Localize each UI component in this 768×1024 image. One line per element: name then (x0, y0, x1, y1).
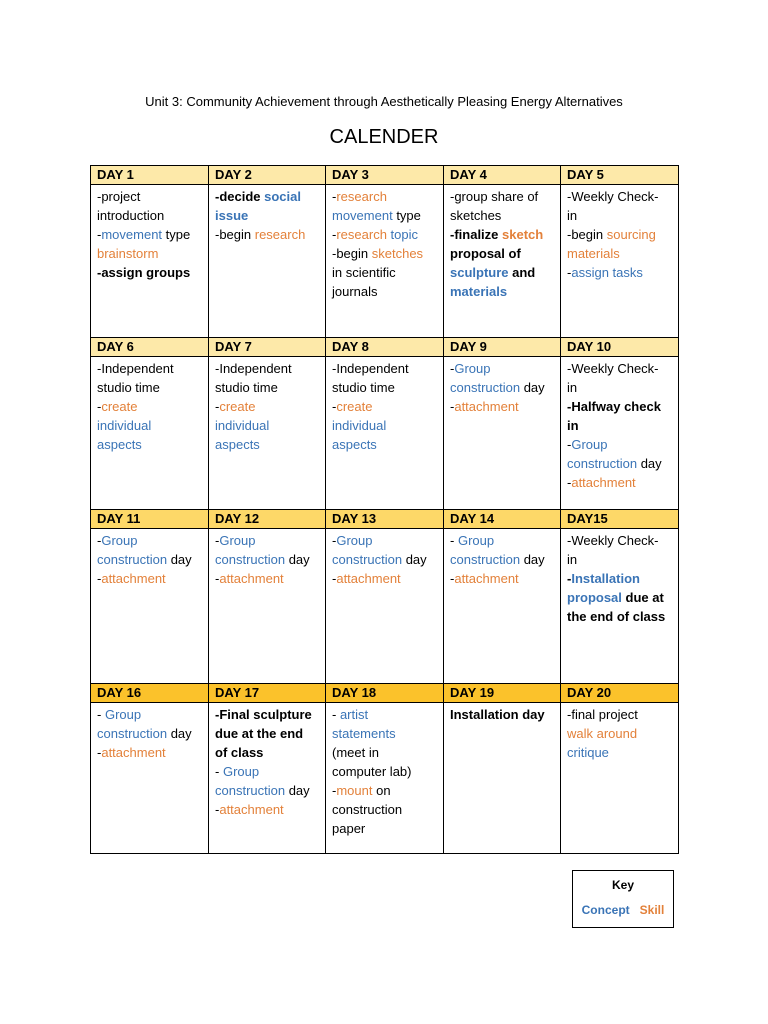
activity-text: - (450, 361, 455, 376)
activity-line (450, 397, 554, 416)
activity-text: - (97, 571, 102, 586)
skill-text: attachment (219, 802, 284, 817)
activity-text: - (567, 437, 572, 452)
concept-text: assign tasks (571, 265, 643, 280)
activity-line (215, 206, 319, 225)
activity-line (215, 762, 319, 781)
activity-line (332, 762, 437, 781)
day-label: DAY 14 (444, 510, 561, 529)
activity-text: paper (332, 821, 366, 836)
activity-line (332, 187, 437, 206)
activity-line (97, 244, 202, 263)
activity-text: Installation day (450, 707, 545, 722)
activity-line (215, 416, 319, 435)
activity-line (450, 705, 554, 724)
concept-text: topic (390, 227, 419, 242)
activity-line (332, 781, 437, 800)
activity-text: day (285, 552, 310, 567)
activity-text: -begin (567, 227, 607, 242)
activity-line (97, 206, 202, 225)
concept-text: movement (332, 208, 393, 223)
skill-text: research (336, 189, 387, 204)
activity-text: -Independent (332, 361, 409, 376)
concept-text: Group (336, 533, 373, 548)
page-title: CALENDER (329, 126, 439, 148)
activity-line (450, 263, 554, 282)
activity-line (450, 244, 554, 263)
concept-text: construction (567, 456, 638, 471)
activity-line (332, 282, 437, 301)
activity-line (332, 800, 437, 819)
concept-text: movement (101, 227, 163, 242)
activity-text: -Weekly Check- (567, 533, 659, 548)
activity-line (97, 531, 202, 550)
activity-line (567, 187, 672, 206)
skill-text: sourcing (606, 227, 656, 242)
activity-line (332, 724, 437, 743)
week-header-row (91, 510, 679, 529)
concept-text: individual (97, 418, 152, 433)
activity-text: studio time (332, 380, 395, 395)
concept-text: construction (97, 552, 168, 567)
activity-line (567, 550, 672, 569)
key-title: Key (611, 878, 634, 892)
activity-text: - (332, 783, 337, 798)
day-label: DAY 4 (444, 166, 561, 185)
activity-line (97, 705, 202, 724)
key-concept-label: Concept (581, 903, 630, 917)
unit-subtitle: Unit 3: Community Achievement through Aesthetically Pleasing Energy Alternatives (145, 94, 623, 109)
activity-line (215, 705, 319, 724)
day-activities (444, 357, 561, 510)
activity-text: - (450, 399, 455, 414)
activity-text: -Weekly Check- (567, 189, 659, 204)
day-label: DAY 2 (209, 166, 326, 185)
concept-text: construction (332, 552, 403, 567)
skill-text: research (336, 227, 387, 242)
activity-line (215, 378, 319, 397)
week-content-row (91, 703, 679, 854)
concept-text: aspects (332, 437, 377, 452)
activity-text: -begin (332, 246, 372, 261)
activity-text: - (97, 533, 102, 548)
week-header-row (91, 166, 679, 185)
activity-text: - (332, 189, 337, 204)
day-activities (209, 529, 326, 684)
activity-line (567, 569, 672, 588)
activity-line (332, 743, 437, 762)
concept-text: sculpture (450, 265, 509, 280)
activity-text: in (567, 418, 579, 433)
skill-text: attachment (219, 571, 284, 586)
activity-text: introduction (97, 208, 165, 223)
day-label: DAY 16 (91, 684, 209, 703)
activity-line (567, 263, 672, 282)
skill-text: attachment (336, 571, 401, 586)
day-label: DAY 9 (444, 338, 561, 357)
concept-text: Group (457, 533, 495, 548)
activity-line (332, 244, 437, 263)
day-label: DAY 1 (91, 166, 209, 185)
activity-line (567, 588, 672, 607)
activity-text: in scientific (332, 265, 396, 280)
skill-text: brainstorm (97, 246, 159, 261)
day-label: DAY 7 (209, 338, 326, 357)
day-label: DAY 17 (209, 684, 326, 703)
activity-line (567, 705, 672, 724)
activity-line (332, 225, 437, 244)
activity-line (215, 435, 319, 454)
skill-text: sketches (371, 246, 424, 261)
activity-line (332, 359, 437, 378)
activity-line (567, 416, 672, 435)
day-activities (209, 185, 326, 338)
activity-text: - (97, 227, 102, 242)
activity-line (567, 454, 672, 473)
concept-text: Group (222, 764, 260, 779)
concept-text: materials (450, 284, 508, 299)
activity-text: journals (332, 284, 378, 299)
activity-line (332, 378, 437, 397)
activity-line (97, 550, 202, 569)
skill-text: attachment (454, 571, 519, 586)
activity-text: in (567, 380, 578, 395)
day-label: DAY 10 (561, 338, 679, 357)
activity-line (97, 378, 202, 397)
activity-line (332, 416, 437, 435)
activity-line (215, 531, 319, 550)
concept-text: aspects (97, 437, 142, 452)
activity-line (332, 550, 437, 569)
activity-line (567, 378, 672, 397)
concept-text: construction (215, 552, 286, 567)
activity-text: - (97, 745, 102, 760)
activity-text: -Halfway check (567, 399, 661, 414)
activity-text: and (508, 265, 536, 280)
activity-text: of class (215, 745, 264, 760)
activity-text: - (450, 533, 458, 548)
activity-line (97, 435, 202, 454)
activity-line (97, 225, 202, 244)
activity-text: -decide (215, 189, 265, 204)
concept-text: proposal (567, 590, 622, 605)
skill-text: create (219, 399, 256, 414)
activity-text: - (97, 707, 105, 722)
skill-text: research (254, 227, 306, 242)
activity-line (450, 187, 554, 206)
day-label: DAY 18 (326, 684, 444, 703)
skill-text: mount (336, 783, 373, 798)
activity-line (215, 781, 319, 800)
activity-text: - (215, 764, 223, 779)
activity-line (215, 569, 319, 588)
activity-text: on (372, 783, 391, 798)
activity-line (450, 359, 554, 378)
activity-text: - (332, 399, 337, 414)
activity-line (97, 263, 202, 282)
day-activities (561, 529, 679, 684)
day-activities (561, 185, 679, 338)
activity-line (215, 550, 319, 569)
concept-text: artist (339, 707, 369, 722)
skill-text: attachment (454, 399, 519, 414)
activity-line (450, 569, 554, 588)
activity-line (97, 416, 202, 435)
activity-line (332, 397, 437, 416)
activity-line (450, 531, 554, 550)
calendar-body (91, 166, 679, 854)
activity-text: in (567, 552, 578, 567)
activity-text: due at (621, 590, 664, 605)
key-box (572, 870, 674, 928)
activity-line (450, 282, 554, 301)
day-label: DAY 11 (91, 510, 209, 529)
concept-text: Group (454, 361, 491, 376)
skill-text: walk around (567, 726, 638, 741)
activity-text: due at the end (215, 726, 304, 741)
day-activities (444, 185, 561, 338)
activity-text: -Independent (215, 361, 292, 376)
concept-text: aspects (215, 437, 260, 452)
activity-text: the end of class (567, 609, 666, 624)
activity-line (332, 819, 437, 838)
day-activities (91, 529, 209, 684)
activity-text: day (520, 552, 545, 567)
activity-text: -Final sculpture (215, 707, 312, 722)
day-activities (561, 357, 679, 510)
activity-text: - (215, 571, 220, 586)
activity-line (567, 206, 672, 225)
activity-line (332, 435, 437, 454)
activity-text: - (332, 571, 337, 586)
activity-line (97, 397, 202, 416)
activity-line (567, 359, 672, 378)
activity-line (215, 800, 319, 819)
activity-line (567, 607, 672, 626)
concept-text: issue (215, 208, 249, 223)
day-label: DAY 13 (326, 510, 444, 529)
day-activities (209, 703, 326, 854)
activity-text: day (520, 380, 545, 395)
skill-text: materials (567, 246, 620, 261)
concept-text: individual (215, 418, 270, 433)
activity-line (97, 743, 202, 762)
concept-text: statements (332, 726, 396, 741)
day-activities (326, 703, 444, 854)
skill-text: create (101, 399, 138, 414)
activity-line (332, 569, 437, 588)
skill-text: attachment (101, 571, 166, 586)
activity-text: - (450, 571, 455, 586)
activity-text: -finalize (450, 227, 503, 242)
activity-text: day (285, 783, 310, 798)
activity-line (450, 550, 554, 569)
activity-text: -begin (215, 227, 255, 242)
week-header-row (91, 338, 679, 357)
concept-text: critique (567, 745, 609, 760)
activity-text: (meet in (332, 745, 379, 760)
skill-text: sketch (502, 227, 544, 242)
day-label: DAY 3 (326, 166, 444, 185)
day-activities (561, 703, 679, 854)
activity-text: computer lab) (332, 764, 412, 779)
activity-line (332, 263, 437, 282)
concept-text: individual (332, 418, 387, 433)
activity-line (450, 225, 554, 244)
activity-line (567, 743, 672, 762)
activity-line (332, 705, 437, 724)
activity-line (215, 724, 319, 743)
activity-text: -Independent (97, 361, 174, 376)
activity-line (215, 743, 319, 762)
day-label: DAY15 (561, 510, 679, 529)
activity-text: - (332, 533, 337, 548)
key-skill-label: Skill (639, 903, 665, 917)
concept-text: construction (215, 783, 286, 798)
activity-text: - (215, 802, 220, 817)
calendar-table (90, 165, 679, 854)
activity-line (567, 225, 672, 244)
activity-text: in (567, 208, 578, 223)
day-label: DAY 19 (444, 684, 561, 703)
activity-text: -assign groups (97, 265, 191, 280)
activity-text: - (215, 533, 220, 548)
activity-line (332, 531, 437, 550)
activity-text: day (637, 456, 662, 471)
week-content-row (91, 529, 679, 684)
day-activities (91, 357, 209, 510)
concept-text: construction (450, 380, 521, 395)
activity-line (97, 569, 202, 588)
activity-line (215, 225, 319, 244)
activity-line (215, 397, 319, 416)
activity-line (97, 187, 202, 206)
concept-text: Installation (571, 571, 640, 586)
activity-text: type (392, 208, 421, 223)
day-activities (444, 703, 561, 854)
activity-text: -project (97, 189, 141, 204)
concept-text: Group (219, 533, 256, 548)
activity-line (567, 244, 672, 263)
day-label: DAY 20 (561, 684, 679, 703)
activity-line (97, 724, 202, 743)
concept-text: Group (571, 437, 608, 452)
day-activities (444, 529, 561, 684)
activity-line (567, 531, 672, 550)
activity-line (450, 378, 554, 397)
activity-text: - (332, 227, 337, 242)
concept-text: Group (101, 533, 138, 548)
activity-text: type (162, 227, 191, 242)
activity-text: day (402, 552, 427, 567)
activity-text: day (167, 726, 192, 741)
activity-text: -group share of (450, 189, 539, 204)
week-content-row (91, 185, 679, 338)
day-activities (326, 357, 444, 510)
activity-line (332, 206, 437, 225)
activity-text: sketches (450, 208, 502, 223)
day-activities (326, 185, 444, 338)
activity-text: - (215, 399, 220, 414)
activity-text: studio time (97, 380, 160, 395)
activity-line (567, 397, 672, 416)
day-label: DAY 5 (561, 166, 679, 185)
skill-text: attachment (571, 475, 636, 490)
activity-text: - (567, 475, 572, 490)
day-activities (209, 357, 326, 510)
concept-text: Group (104, 707, 142, 722)
activity-line (567, 473, 672, 492)
day-activities (91, 703, 209, 854)
concept-text: construction (450, 552, 521, 567)
day-label: DAY 8 (326, 338, 444, 357)
activity-text: construction (332, 802, 403, 817)
activity-text: day (167, 552, 192, 567)
week-header-row (91, 684, 679, 703)
skill-text: attachment (101, 745, 166, 760)
skill-text: create (336, 399, 373, 414)
activity-text: studio time (215, 380, 278, 395)
activity-text: - (97, 399, 102, 414)
day-activities (326, 529, 444, 684)
activity-line (215, 187, 319, 206)
week-content-row (91, 357, 679, 510)
key-legend (573, 903, 673, 917)
activity-line (97, 359, 202, 378)
day-label: DAY 6 (91, 338, 209, 357)
activity-text: -final project (567, 707, 638, 722)
activity-text: -Weekly Check- (567, 361, 659, 376)
activity-text: - (332, 707, 340, 722)
activity-line (567, 435, 672, 454)
activity-line (567, 724, 672, 743)
activity-text: - (567, 265, 572, 280)
day-label: DAY 12 (209, 510, 326, 529)
concept-text: construction (97, 726, 168, 741)
activity-text: proposal of (450, 246, 521, 261)
activity-line (215, 359, 319, 378)
activity-text: - (567, 571, 572, 586)
concept-text: social (264, 189, 301, 204)
day-activities (91, 185, 209, 338)
activity-line (450, 206, 554, 225)
